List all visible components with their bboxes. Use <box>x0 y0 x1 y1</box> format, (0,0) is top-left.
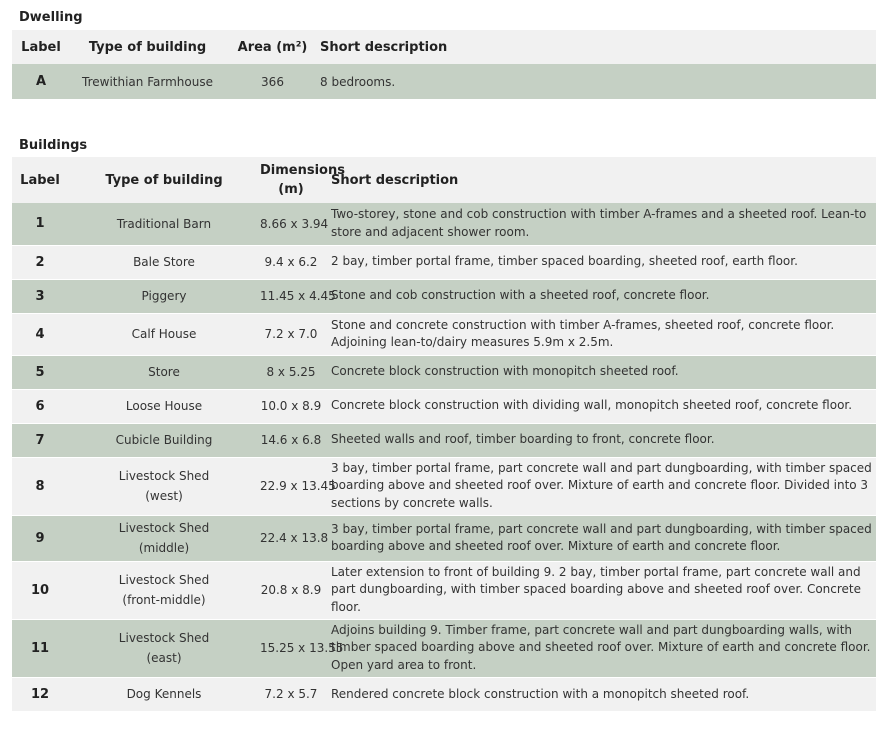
table-row <box>12 355 876 389</box>
row-dimensions: 15.25 x 13.55 <box>260 619 322 677</box>
col-header-dimensions: Dimensions (m) <box>260 163 345 197</box>
row-type: Livestock Shed (west) <box>68 457 260 515</box>
row-dimensions: 20.8 x 8.9 <box>260 561 322 619</box>
row-description: 8 bedrooms. <box>320 74 396 89</box>
buildings-table <box>12 157 876 711</box>
table-row <box>12 245 876 279</box>
row-label: 1 <box>35 216 45 232</box>
row-description: Stone and concrete construction with timber A-frames, sheeted roof, concrete floor. Adjoining lean-to/dairy measures 5.9m x 2.5m. <box>322 313 876 355</box>
row-dimensions: 7.2 x 5.7 <box>260 677 322 711</box>
row-label: 12 <box>12 677 68 711</box>
row-type: Livestock Shed (east) <box>68 619 260 677</box>
row-dimensions: 7.2 x 7.0 <box>260 313 322 355</box>
table-row <box>12 423 876 457</box>
row-type: Dog Kennels <box>68 677 260 711</box>
row-type: Calf House <box>68 313 260 355</box>
table-row <box>12 561 876 619</box>
row-label: 6 <box>12 389 68 423</box>
table-row <box>12 203 876 245</box>
table-row <box>12 389 876 423</box>
row-dimensions: 22.4 x 13.8 <box>260 515 322 561</box>
row-label: A <box>35 74 47 89</box>
buildings-section-title: Buildings <box>19 138 88 153</box>
row-type: Traditional Barn <box>116 216 212 231</box>
dwelling-header-row <box>12 30 876 64</box>
table-row <box>12 64 876 99</box>
row-description: Later extension to front of building 9. 2 bay, timber portal frame, part concrete wall and part dungboarding, with timber spaced boarding above and sheeted roof over. Concrete floor. <box>322 561 876 619</box>
row-dimensions: 14.6 x 6.8 <box>260 423 322 457</box>
row-description: Stone and cob construction with a sheeted roof, concrete floor. <box>322 279 876 313</box>
row-description: Rendered concrete block construction with a monopitch sheeted roof. <box>322 677 876 711</box>
table-row <box>12 619 876 677</box>
row-description: 2 bay, timber portal frame, timber spaced boarding, sheeted roof, earth floor. <box>322 245 876 279</box>
row-label: 2 <box>12 245 68 279</box>
table-row <box>12 279 876 313</box>
col-header-type: Type of building <box>105 172 223 188</box>
buildings-header-row <box>12 157 876 203</box>
row-description: 3 bay, timber portal frame, part concrete wall and part dungboarding, with timber spaced boarding above and sheeted roof over. Mixture of earth and concrete floor. <box>322 515 876 561</box>
dwelling-table <box>12 30 876 99</box>
row-description: Adjoins building 9. Timber frame, part concrete wall and part dungboarding walls, with timber spaced boarding above and sheeted roof over. Mixture of earth and concrete floor. Open yard area to front. <box>322 619 876 677</box>
table-row <box>12 515 876 561</box>
col-header-description: Short description <box>320 39 448 55</box>
dwelling-section-title: Dwelling <box>19 10 83 25</box>
row-type: Livestock Shed (middle) <box>68 515 260 561</box>
table-row <box>12 457 876 515</box>
row-type: Bale Store <box>68 245 260 279</box>
col-header-area: Area (m²) <box>237 39 308 55</box>
row-type: Loose House <box>68 389 260 423</box>
row-type: Store <box>68 355 260 389</box>
row-dimensions: 8.66 x 3.94 <box>260 216 329 231</box>
table-row <box>12 313 876 355</box>
row-dimensions: 8 x 5.25 <box>260 355 322 389</box>
row-label: 4 <box>12 313 68 355</box>
col-header-type: Type of building <box>88 39 207 55</box>
row-description: Sheeted walls and roof, timber boarding to front, concrete floor. <box>322 423 876 457</box>
row-type: Trewithian Farmhouse <box>82 74 213 89</box>
row-label: 7 <box>12 423 68 457</box>
col-header-label: Label <box>20 172 60 188</box>
row-dimensions: 10.0 x 8.9 <box>260 389 322 423</box>
col-header-description: Short description <box>331 172 459 188</box>
row-description: 3 bay, timber portal frame, part concrete wall and part dungboarding, with timber spaced boarding above and sheeted roof over. Mixture of earth and concrete floor. Divided into 3 sections by concrete walls. <box>322 457 876 515</box>
row-label: 8 <box>12 457 68 515</box>
row-dimensions: 22.9 x 13.45 <box>260 457 322 515</box>
row-description: Concrete block construction with dividing wall, monopitch sheeted roof, concrete floor. <box>322 389 876 423</box>
row-type: Piggery <box>68 279 260 313</box>
col-header-label: Label <box>21 39 61 55</box>
row-area: 366 <box>261 74 284 89</box>
row-label: 10 <box>12 561 68 619</box>
row-label: 11 <box>12 619 68 677</box>
row-description: Concrete block construction with monopitch sheeted roof. <box>322 355 876 389</box>
row-type: Livestock Shed (front-middle) <box>68 561 260 619</box>
row-dimensions: 9.4 x 6.2 <box>260 245 322 279</box>
row-label: 5 <box>12 355 68 389</box>
table-row <box>12 677 876 711</box>
row-type: Cubicle Building <box>68 423 260 457</box>
row-label: 9 <box>12 515 68 561</box>
row-label: 3 <box>12 279 68 313</box>
row-dimensions: 11.45 x 4.45 <box>260 279 322 313</box>
row-description: Two-storey, stone and cob construction with timber A-frames and a sheeted roof. Lean-to store and adjacent shower room. <box>331 207 867 239</box>
